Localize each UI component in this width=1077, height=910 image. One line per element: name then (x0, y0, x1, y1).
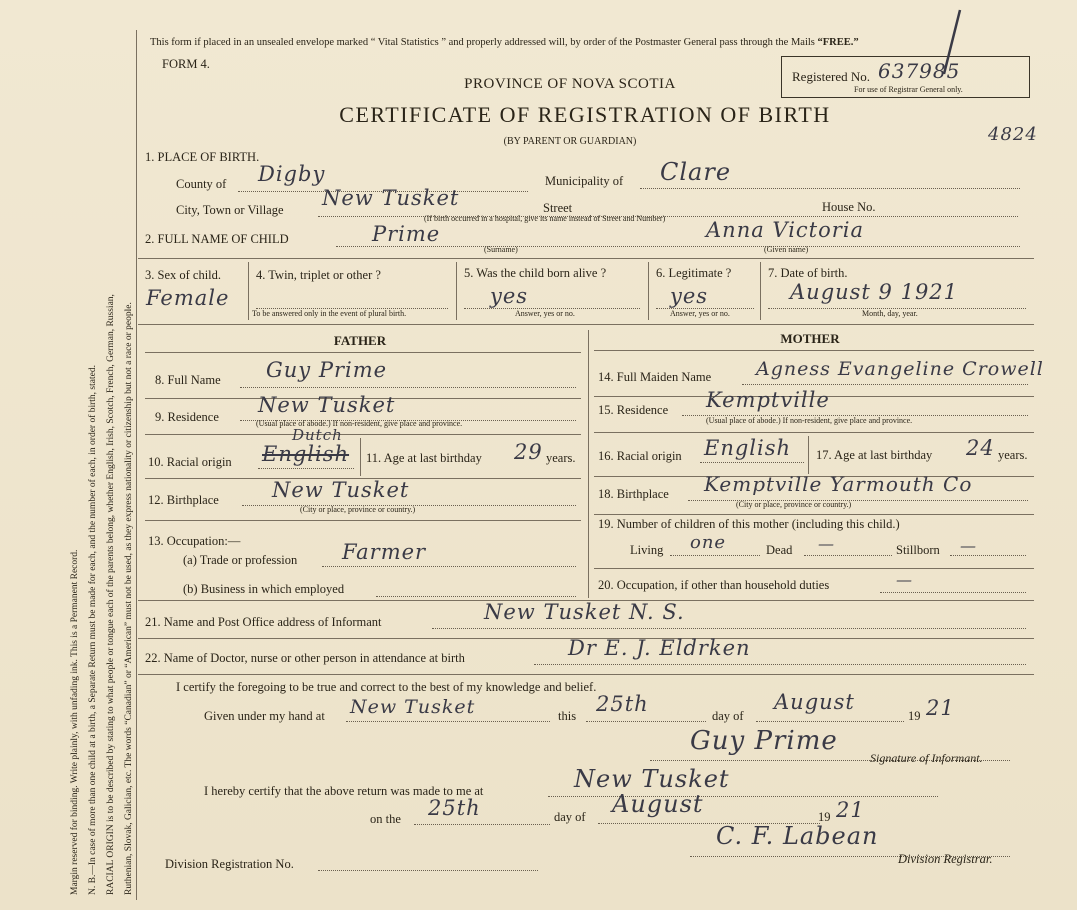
father-business-label: (b) Business in which employed (183, 582, 345, 596)
father-name-value: Guy Prime (266, 358, 388, 382)
mother-stillborn-value: — (960, 536, 977, 555)
certify-statement: I certify the foregoing to be true and correct to the best of my knowledge and belief. (176, 680, 597, 694)
street-label: Street (543, 201, 573, 215)
registered-number: 637985 (878, 59, 961, 83)
certificate-subtitle: (BY PARENT OR GUARDIAN) (503, 136, 637, 147)
mother-occupation-value: — (896, 570, 913, 589)
mother-occupation-label: 20. Occupation, if other than household duties (598, 578, 830, 592)
mother-dead-value: — (818, 534, 835, 553)
day-of-label-2: day of (554, 810, 586, 824)
form-number: FORM 4. (162, 57, 210, 71)
stamp-number: 4824 (988, 124, 1038, 145)
father-residence-value: New Tusket (258, 393, 396, 417)
legitimate-value: yes (670, 284, 709, 308)
father-birthplace-value: New Tusket (272, 478, 410, 502)
father-origin-correction: Dutch (292, 426, 343, 444)
division-registration-label: Division Registration No. (165, 857, 294, 871)
mother-residence-value: Kemptville (706, 388, 830, 412)
county-label: County of (176, 177, 227, 191)
margin-note-racial-origin-cont: Ruthenian, Slovak, Galician, etc. The words “Canadian” or “American” must not be used, as they express nationality or citizenship but not a race or people. (124, 302, 134, 895)
dob-value: August 9 1921 (790, 280, 959, 304)
registered-label: Registered No. (792, 69, 870, 84)
mother-age-label: 17. Age at last birthday (816, 448, 933, 462)
this-day-value: 25th (596, 692, 649, 716)
father-trade-value: Farmer (342, 540, 427, 564)
mother-birthplace-label: 18. Birthplace (598, 487, 669, 501)
mother-origin-label: 16. Racial origin (598, 449, 682, 463)
legitimate-label: 6. Legitimate ? (656, 266, 732, 280)
return-place-value: New Tusket (574, 765, 730, 793)
margin-note-racial-origin: RACIAL ORIGIN is to be described by stating to what people or tongue each of the parents belong, whether English, Irish, Scotch, French, German, Russian, (106, 294, 116, 895)
mother-birthplace-note: (City or place, province or country.) (736, 500, 852, 509)
twin-note: To be answered only in the event of plural birth. (252, 309, 407, 318)
place-of-birth-label: 1. PLACE OF BIRTH. (145, 150, 260, 164)
father-age-label: 11. Age at last birthday (366, 451, 482, 465)
this-day-label: this (558, 709, 577, 723)
surname-caption: (Surname) (484, 245, 518, 254)
mother-stillborn-label: Stillborn (896, 543, 940, 557)
mother-years-label: years. (998, 448, 1028, 462)
year-prefix-2: 19 (818, 810, 831, 824)
municipality-value: Clare (660, 158, 732, 186)
father-years-label: years. (546, 451, 576, 465)
given-place-value: New Tusket (350, 696, 476, 718)
city-value: New Tusket (322, 186, 460, 210)
margin-note-binding: Margin reserved for binding. Write plainly, with unfading ink. This is a Permanent Record. (70, 549, 80, 895)
doctor-label: 22. Name of Doctor, nurse or other person in attendance at birth (145, 651, 465, 665)
on-the-value: 25th (428, 796, 481, 820)
child-given-name-value: Anna Victoria (706, 218, 865, 242)
day-of-value-2: August (612, 790, 704, 818)
mother-children-label: 19. Number of children of this mother (including this child.) (598, 517, 900, 531)
hospital-note: (If birth occurred in a hospital, give its name instead of Street and Number) (424, 214, 666, 223)
day-of-label: day of (712, 709, 744, 723)
mother-origin-value: English (704, 436, 792, 460)
given-under-hand-label: Given under my hand at (204, 709, 325, 723)
division-registrar-label: Division Registrar. (898, 852, 993, 866)
day-of-value: August (774, 690, 855, 714)
registrar-note: For use of Registrar General only. (854, 85, 963, 94)
father-origin-value: English (262, 442, 350, 466)
father-occupation-label: 13. Occupation:— (148, 534, 241, 548)
informant-signature-label: Signature of Informant. (870, 751, 983, 765)
year-prefix: 19 (908, 709, 921, 723)
father-heading: FATHER (333, 333, 387, 348)
father-birthplace-label: 12. Birthplace (148, 493, 219, 507)
father-name-label: 8. Full Name (155, 373, 221, 387)
father-origin-label: 10. Racial origin (148, 455, 232, 469)
return-statement: I hereby certify that the above return was made to me at (204, 784, 484, 798)
doctor-value: Dr E. J. Eldrken (568, 636, 751, 660)
father-residence-label: 9. Residence (155, 410, 219, 424)
twin-label: 4. Twin, triplet or other ? (256, 268, 381, 282)
pen-mark (938, 8, 968, 78)
dob-label: 7. Date of birth. (768, 266, 848, 280)
municipality-label: Municipality of (545, 174, 624, 188)
father-birthplace-note: (City or place, province or country.) (300, 505, 416, 514)
informant-label: 21. Name and Post Office address of Informant (145, 615, 382, 629)
informant-signature: Guy Prime (690, 726, 838, 756)
mother-dead-label: Dead (766, 543, 793, 557)
registrar-signature: C. F. Labean (716, 822, 879, 850)
dob-note: Month, day, year. (862, 309, 918, 318)
informant-value: New Tusket N. S. (484, 600, 685, 624)
father-age-value: 29 (514, 440, 543, 464)
given-name-caption: (Given name) (764, 245, 809, 254)
certificate-title: CERTIFICATE OF REGISTRATION OF BIRTH (339, 102, 831, 127)
mail-notice (150, 37, 859, 48)
mother-age-value: 24 (966, 436, 995, 460)
city-label: City, Town or Village (176, 203, 284, 217)
mother-name-label: 14. Full Maiden Name (598, 370, 712, 384)
father-trade-label: (a) Trade or profession (183, 553, 298, 567)
county-value: Digby (258, 162, 326, 186)
child-name-label: 2. FULL NAME OF CHILD (145, 232, 289, 246)
born-alive-value: yes (490, 284, 529, 308)
mother-heading: MOTHER (780, 331, 840, 346)
mother-name-value: Agness Evangeline Crowell (756, 358, 1044, 380)
year-value: 21 (926, 696, 955, 720)
margin-note-separate-return: N. B.—In case of more than one child at a birth, a Separate Return must be made for each, and the number of each, in order of birth, stated. (88, 365, 98, 895)
child-surname-value: Prime (372, 222, 441, 246)
mail-notice-text: This form if placed in an unsealed envelope marked “ Vital Statistics ” and properly addressed will, by order of the Postmaster General pass through the Mails (150, 37, 815, 48)
mother-birthplace-value: Kemptville Yarmouth Co (704, 472, 973, 496)
sex-value: Female (146, 286, 230, 310)
born-alive-note: Answer, yes or no. (515, 309, 575, 318)
legitimate-note: Answer, yes or no. (670, 309, 730, 318)
year-value-2: 21 (836, 798, 865, 822)
on-the-label: on the (370, 812, 401, 826)
born-alive-label: 5. Was the child born alive ? (464, 266, 607, 280)
father-residence-note: (Usual place of abode.) If non-resident, give place and province. (256, 419, 463, 428)
house-number-label: House No. (822, 200, 876, 214)
mother-residence-label: 15. Residence (598, 403, 669, 417)
province-heading: PROVINCE OF NOVA SCOTIA (464, 76, 676, 92)
mail-notice-free: “FREE.” (817, 37, 859, 48)
mother-living-value: one (690, 532, 727, 553)
sex-label: 3. Sex of child. (145, 268, 222, 282)
mother-residence-note: (Usual place of abode.) If non-resident, give place and province. (706, 416, 913, 425)
mother-living-label: Living (630, 543, 664, 557)
registered-number-box (781, 56, 1030, 98)
